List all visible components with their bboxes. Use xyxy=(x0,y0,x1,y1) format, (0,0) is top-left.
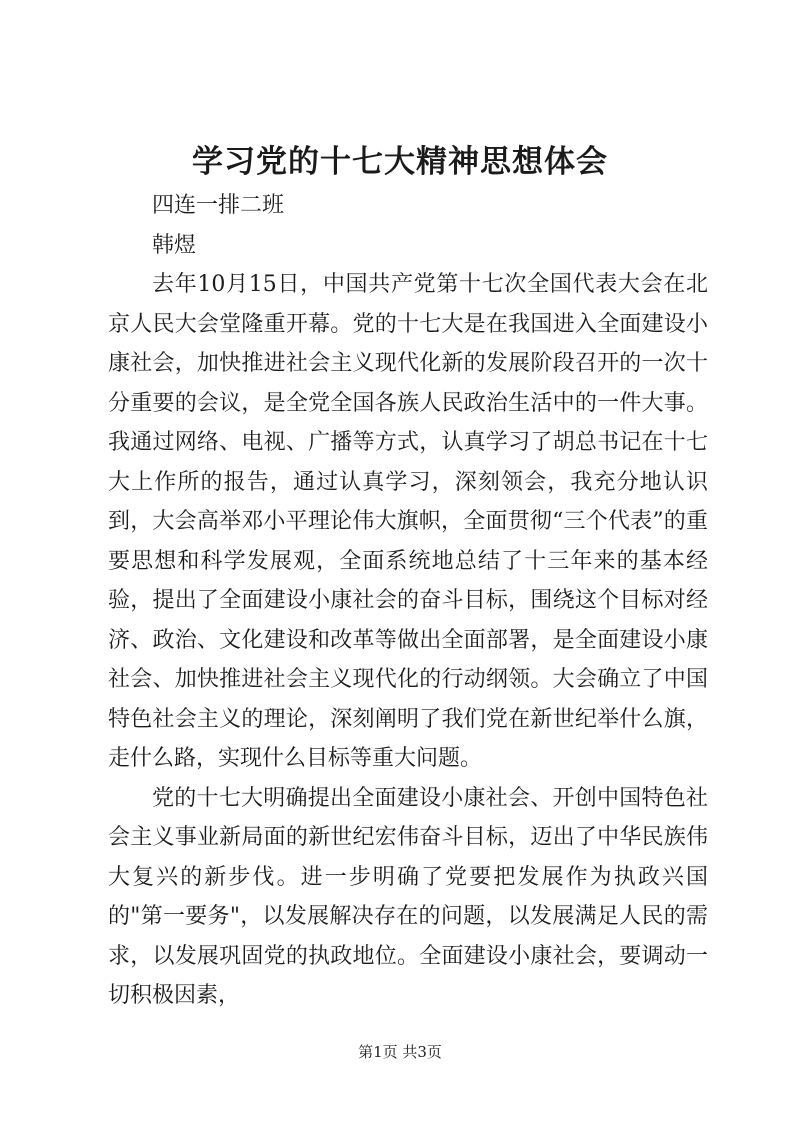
page-title: 学习党的十七大精神思想体会 xyxy=(192,144,608,180)
author-line: 韩煜 xyxy=(152,232,197,258)
document-body xyxy=(108,186,708,1016)
page-footer: 第1页 共3页 xyxy=(358,1043,442,1061)
unit-line: 四连一排二班 xyxy=(152,193,285,218)
paragraph: 党的十七大明确提出全面建设小康社会、开创中国特色社会主义事业新局面的新世纪宏伟奋斗目标，迈出了中华民族伟大复兴的新步伐。进一步明确了党要把发展作为执政兴国的"第一要务"，以发展解决存在的问题，以发展满足人民的需求，以发展巩固党的执政地位。全面建设小康社会，要调动一切积极因素， xyxy=(108,785,708,1008)
paragraph: 去年10月15日，中国共产党第十七次全国代表大会在北京人民大会堂隆重开幕。党的十七大是在我国进入全面建设小康社会，加快推进社会主义现代化新的发展阶段召开的一次十分重要的会议，是全党全国各族人民政治生活中的一件大事。我通过网络、电视、广播等方式，认真学习了胡总书记在十七大上作所的报告，通过认真学习，深刻领会，我充分地认识到，大会高举邓小平理论伟大旗帜，全面贯彻“三个代表”的重要思想和科学发展观，全面系统地总结了十三年来的基本经验，提出了全面建设小康社会的奋斗目标，围绕这个目标对经济、政治、文化建设和改革等做出全面部署，是全面建设小康社会、加快推进社会主义现代化的行动纲领。大会确立了中国特色社会主义的理论，深刻阐明了我们党在新世纪举什么旗，走什么路，实现什么目标等重大问题。 xyxy=(108,272,708,771)
